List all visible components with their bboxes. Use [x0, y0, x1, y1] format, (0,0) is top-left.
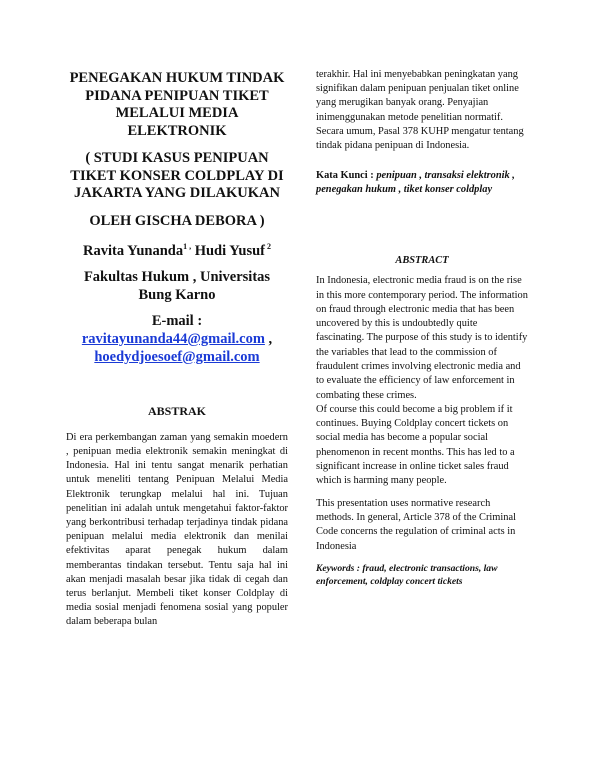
paper-subtitle: ( STUDI KASUS PENIPUAN TIKET KONSER COLDPLAY DI JAKARTA YANG DILAKUKAN [70, 150, 284, 201]
author-1: Ravita Yunanda [83, 242, 184, 259]
abstrak-text: Di era perkembangan zaman yang semakin moedern , penipuan media elektronik semakin meningkat di Indonesia. Hal ini tentu sangat menarik perhatian untuk meneliti tentang Penipuan Melalui Media Elektronik terungkap melalui hal ini. Tujuan penelitian ini adalah untuk mengetahui faktor-faktor yang berkontribusi terhadap terjadinya tindak pidana penipuan melalui media elektronik dan menilai efektivitas aparat penegak hukum dalam memberantas tindakan tersebut. Tentu saja hal ini akan menjadi masalah besar jika tidak di cegah dan terus berlanjut. Membeli tiket konser Coldplay di media sosial menjadi fenomena sosial yang populer dalam beberapa bulan [66, 431, 288, 628]
author-1-sup: 1 , [183, 242, 192, 251]
left-column [66, 70, 288, 630]
abstrak-continued: terakhir. Hal ini menyebabkan peningkatan yang signifikan dalam penipuan penjualan tiket online yang merugikan banyak orang. Penyajian inimenggunakan metode penelitian normatif. Secara umum, Pasal 378 KUHP mengatur tentang tindak pidana penipuan di Indonesia. [316, 69, 524, 152]
email-line-2 [66, 348, 288, 366]
email-link-2[interactable]: hoedydjoesoef@gmail.com [94, 348, 260, 365]
kata-kunci-terms: penipuan , transaksi elektronik , penegakan hukum , tiket konser coldplay [316, 170, 515, 196]
author-2: Hudi Yusuf [191, 242, 265, 259]
paper-title: PENEGAKAN HUKUM TINDAK PIDANA PENIPUAN TIKET MELALUI MEDIA ELEKTRONIK [69, 70, 285, 139]
authors [66, 238, 288, 260]
affiliation: Fakultas Hukum , Universitas Bung Karno [83, 268, 271, 303]
abstract-text-b: Of course this could become a big problem if it continues. Buying Coldplay concert tickets on social media has become a popular social phenomenon in recent months. This has led to a significant increase in online ticket sales fraud which is harming many people. [316, 403, 515, 487]
author-2-sup: 2 [264, 242, 271, 251]
abstract-text-a: In Indonesia, electronic media fraud is on the rise in this more contemporary period. The information on fraud through electronic media that has been uncovered by this is undoubtedly quite fascinating. The purpose of this study is to identify the variables that lead to the commission of fraudulent crimes involving electronic media and to evaluate the efficiency of law enforcement in combating these crimes. [316, 275, 528, 401]
abstrak-heading: ABSTRAK [147, 403, 206, 418]
kata-kunci [316, 169, 528, 197]
email-link-1[interactable]: ravitayunanda44@gmail.com [81, 330, 265, 347]
email-line-1 [66, 330, 288, 348]
abstract-text-2: This presentation uses normative research methods. In general, Article 378 of the Criminal Code concerns the regulation of criminal acts in Indonesia [316, 497, 516, 552]
keywords: Keywords : fraud, electronic transactions, law enforcement, coldplay concert tickets [316, 562, 498, 587]
email-separator: , [264, 330, 273, 347]
right-column [316, 68, 528, 588]
kata-kunci-label: Kata Kunci : [316, 170, 374, 182]
email-label: E-mail : [151, 312, 203, 329]
title-block [66, 70, 288, 230]
paper-byline: OLEH GISCHA DEBORA ) [89, 212, 265, 229]
abstract-text [316, 274, 528, 488]
abstract-heading: ABSTRACT [395, 255, 449, 267]
